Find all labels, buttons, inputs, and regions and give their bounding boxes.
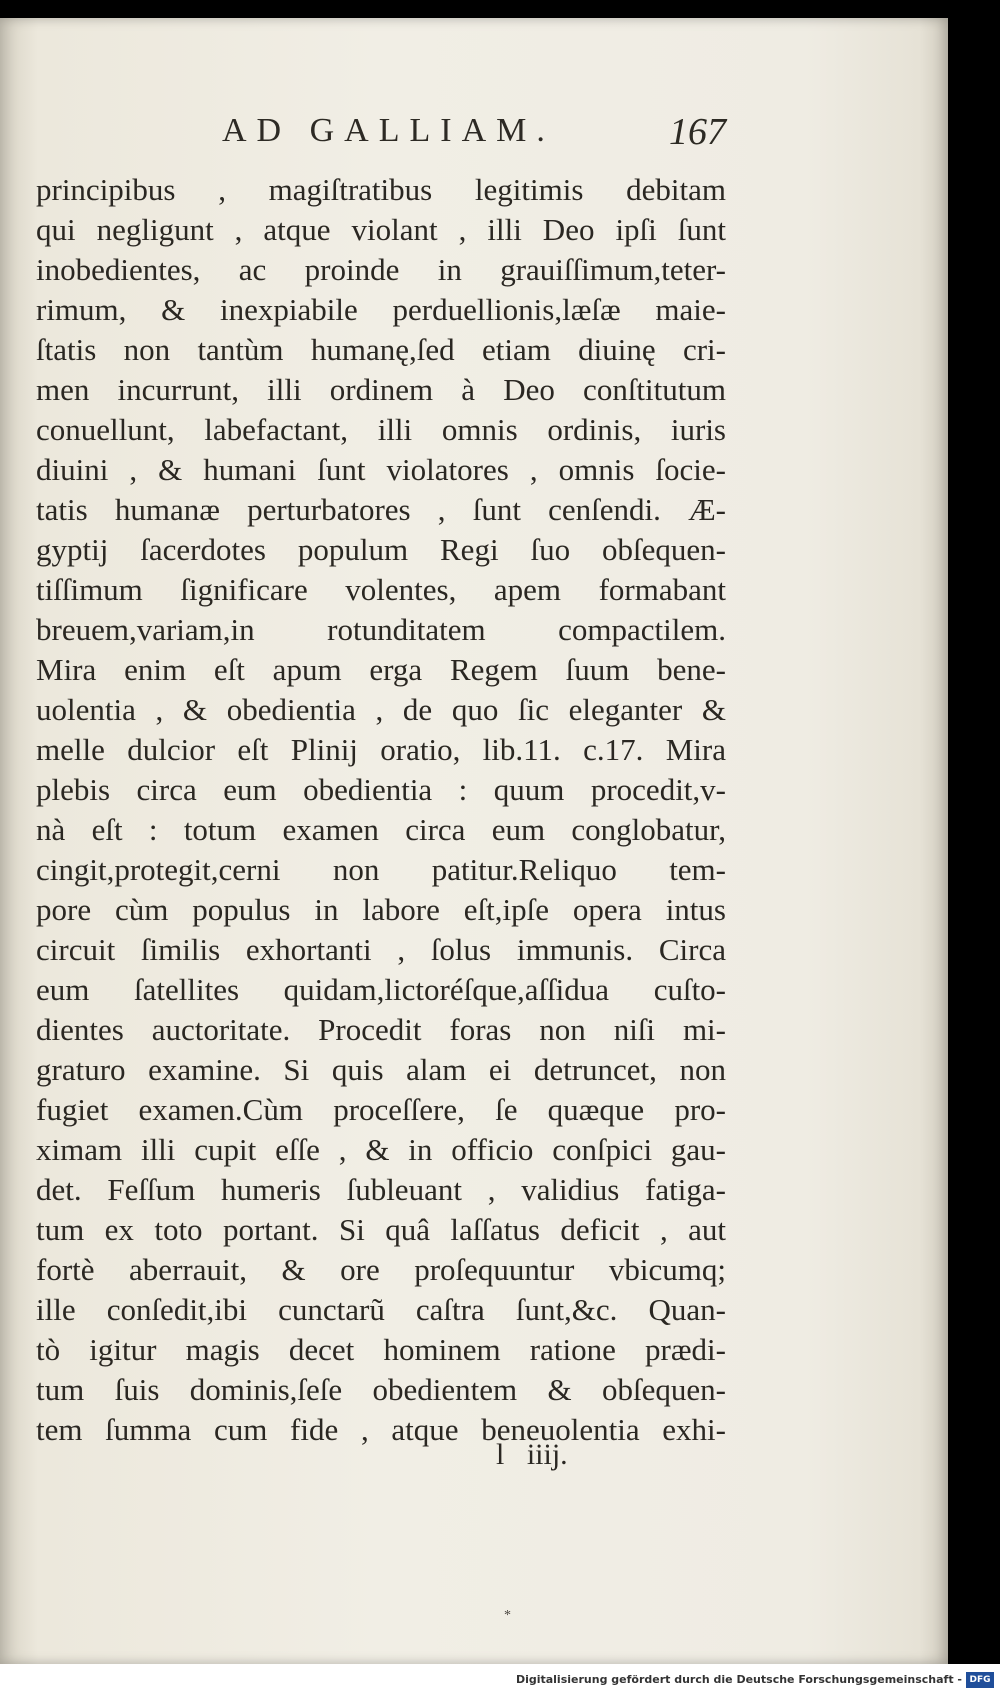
text-line: tatis humanæ perturbatores , ſunt cenſendi. Æ- — [36, 492, 726, 527]
text-line: dientes auctoritate. Procedit foras non niſi mi- — [36, 1012, 726, 1047]
text-line: fortè aberrauit, & ore proſequuntur vbicumq; — [36, 1252, 726, 1287]
text-line: ſtatis non tantùm humanę,ſed etiam diuinę cri- — [36, 332, 726, 367]
dfg-logo-icon: DFG — [966, 1672, 994, 1688]
text-line: diuini , & humani ſunt violatores , omnis ſocie- — [36, 452, 726, 487]
funding-credit: Digitalisierung gefördert durch die Deutsche Forschungsgemeinschaft - — [515, 1673, 962, 1686]
text-line: circuit ſimilis exhortanti , ſolus immunis. Circa — [36, 932, 726, 967]
text-line: ille conſedit,ibi cunctarũ caſtra ſunt,&c. Quan- — [36, 1292, 726, 1327]
text-line: breuem,variam,in rotunditatem compactilem. — [36, 612, 726, 647]
text-line: tem ſumma cum fide , atque beneuolentia exhi- — [36, 1412, 726, 1447]
book-page — [0, 18, 948, 1664]
text-line: cingit,protegit,cerni non patitur.Reliquo tem- — [36, 852, 726, 887]
running-head — [36, 110, 726, 166]
text-line: graturo examine. Si quis alam ei detruncet, non — [36, 1052, 726, 1087]
running-title: AD GALLIAM. — [222, 112, 555, 149]
signature-mark: l iiij. — [496, 1438, 568, 1471]
text-line: tò igitur magis decet hominem ratione prædi- — [36, 1332, 726, 1367]
text-line: tum ex toto portant. Si quâ laſſatus deficit , aut — [36, 1212, 726, 1247]
text-line: tum ſuis dominis,ſeſe obedientem & obſequen- — [36, 1372, 726, 1407]
text-line: plebis circa eum obedientia : quum procedit,v- — [36, 772, 726, 807]
ornament-mark: * — [504, 1608, 511, 1623]
text-line: nà eſt : totum examen circa eum conglobatur, — [36, 812, 726, 847]
digitization-footer — [0, 1664, 1000, 1698]
text-line: pore cùm populus in labore eſt,ipſe opera intus — [36, 892, 726, 927]
text-line: men incurrunt, illi ordinem à Deo conſtitutum — [36, 372, 726, 407]
text-line: det. Feſſum humeris ſubleuant , validius fatiga- — [36, 1172, 726, 1207]
text-line: uolentia , & obedientia , de quo ſic eleganter & — [36, 692, 726, 727]
text-line: eum ſatellites quidam,lictoréſque,aſſidua cuſto- — [36, 972, 726, 1007]
text-line: inobedientes, ac proinde in grauiſſimum,teter- — [36, 252, 726, 287]
body-text — [36, 170, 726, 1450]
text-line: qui negligunt , atque violant , illi Deo ipſi ſunt — [36, 212, 726, 247]
text-line: principibus , magiſtratibus legitimis debitam — [36, 172, 726, 207]
text-line: fugiet examen.Cùm proceſſere, ſe quæque pro- — [36, 1092, 726, 1127]
text-line: gyptij ſacerdotes populum Regi ſuo obſequen- — [36, 532, 726, 567]
text-line: melle dulcior eſt Plinij oratio, lib.11. c.17. Mira — [36, 732, 726, 767]
text-line: ximam illi cupit eſſe , & in officio conſpici gau- — [36, 1132, 726, 1167]
text-line: Mira enim eſt apum erga Regem ſuum bene- — [36, 652, 726, 687]
text-line: conuellunt, labefactant, illi omnis ordinis, iuris — [36, 412, 726, 447]
text-line: rimum, & inexpiabile perduellionis,læſæ maie- — [36, 292, 726, 327]
page-number: 167 — [669, 111, 726, 153]
text-line: tiſſimum ſignificare volentes, apem formabant — [36, 572, 726, 607]
